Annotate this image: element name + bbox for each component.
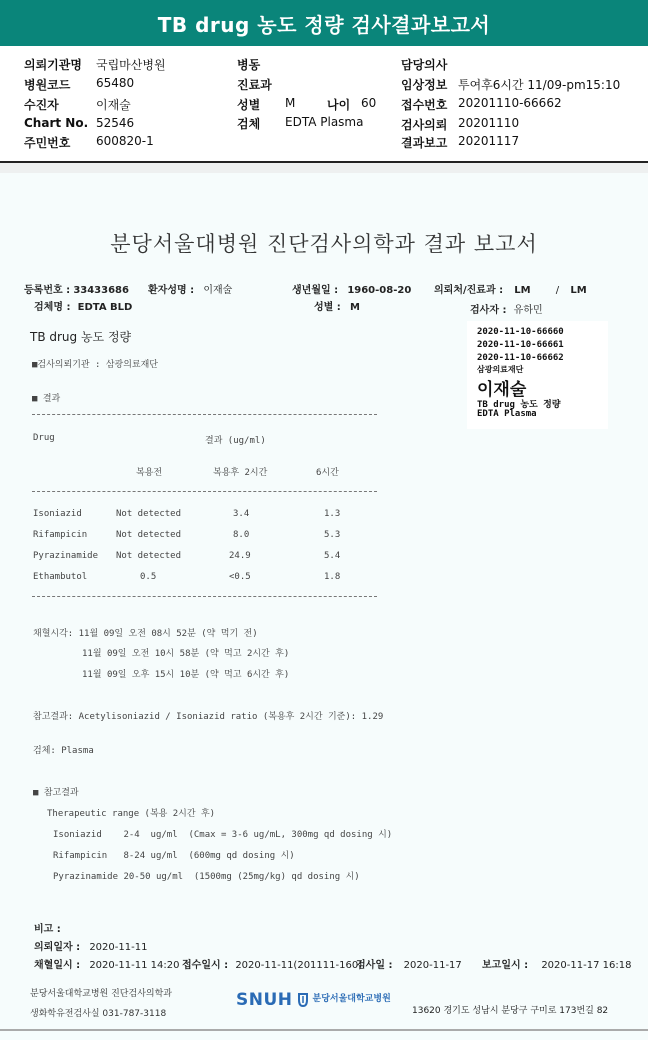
clinical-info-label: 임상정보 (401, 78, 448, 92)
request-date (34, 938, 147, 953)
table-row-6h: 1.3 (324, 509, 341, 519)
specimen-label-sticker (467, 321, 608, 429)
result-section-heading: ■ 결과 (32, 394, 61, 404)
receipt-no-row (401, 96, 562, 113)
sub-2h: 복용후 2시간 (213, 468, 268, 478)
test-date-value: 2020-11-17 (403, 960, 462, 971)
table-row-drug: Isoniazid (33, 509, 82, 519)
specimen-value: EDTA Plasma (285, 115, 364, 129)
result-report-label: 결과보고 (401, 136, 448, 150)
hospital-report-title: 분당서울대병원 진단검사의학과 결과 보고서 (110, 232, 538, 256)
table-row-6h: 5.4 (324, 551, 341, 561)
patient-name (148, 281, 232, 296)
requesting-org: ■검사의뢰기관 : 삼광의료재단 (32, 360, 159, 370)
department-row (237, 76, 272, 93)
table-rule-mid (32, 491, 377, 492)
specimen-line: 검체: Plasma (33, 746, 94, 756)
specimen-row (237, 115, 364, 132)
hospital-code-value: 65480 (96, 76, 135, 90)
sex-label: 성별 (237, 98, 261, 112)
snuh-logo (236, 990, 391, 1010)
report-sex-value: M (350, 302, 360, 313)
resident-no-label: 주민번호 (24, 136, 71, 150)
table-row-2h: 24.9 (229, 551, 251, 561)
report-title-bar (0, 0, 648, 46)
footer-dept: 분당서울대학교병원 진단검사의학과 (30, 989, 172, 999)
collection-date-value: 2020-11-11 14:20 (89, 960, 180, 971)
report-date (482, 956, 631, 971)
sampling-time-1: 채혈시각: 11월 09일 오전 08시 52분 (약 먹기 전) (33, 629, 258, 639)
collection-date (34, 956, 179, 971)
test-title: TB drug 농도 정량 (30, 330, 132, 344)
institution-label: 의뢰기관명 (24, 58, 82, 72)
specimen-name-value: EDTA BLD (77, 302, 133, 313)
table-row-drug: Ethambutol (33, 572, 88, 582)
age-value: 60 (361, 96, 377, 110)
institution-row (24, 56, 166, 73)
dob (292, 281, 411, 296)
collection-date-label: 채혈일시 : (34, 960, 81, 971)
footer-address: 13620 경기도 성남시 분당구 구미로 173번길 82 (412, 1006, 609, 1016)
table-row-before: 0.5 (140, 572, 157, 582)
table-row-6h: 1.8 (324, 572, 341, 582)
sticker-specimen: EDTA Plasma (477, 409, 537, 419)
specimen-name (34, 298, 132, 313)
sampling-time-3: 11월 09일 오후 15시 10분 (약 먹고 6시간 후) (82, 670, 290, 680)
examinee-label: 수진자 (24, 98, 59, 112)
snuh-logo-korean: 분당서울대학교병원 (312, 993, 391, 1004)
examinee-row (24, 96, 131, 113)
table-row-2h: 8.0 (233, 530, 250, 540)
chart-no-value: 52546 (96, 116, 135, 130)
result-report-value: 20201117 (458, 134, 520, 148)
hospital-code-row (24, 76, 135, 93)
test-request-value: 20201110 (458, 116, 520, 130)
sex-age-row (237, 96, 377, 113)
footer-rule (0, 1029, 648, 1031)
specimen-name-label: 검체명 : (34, 302, 71, 313)
table-row-before: Not detected (116, 530, 182, 540)
table-row-6h: 5.3 (324, 530, 341, 540)
ward-label: 병동 (237, 58, 261, 72)
ward-dept (434, 281, 587, 296)
test-date-label: 검사일 : (356, 960, 393, 971)
receipt-date (182, 956, 362, 971)
institution-value: 국립마산병원 (96, 58, 166, 72)
table-row-2h: <0.5 (229, 572, 251, 582)
receipt-date-value: 2020-11-11(201111-160) (235, 960, 363, 971)
sticker-line-2: 2020-11-10-66661 (477, 340, 564, 350)
patient-name-value: 이재술 (203, 285, 233, 296)
sub-6h: 6시간 (316, 468, 339, 478)
request-date-label: 의뢰일자 : (34, 942, 81, 953)
report-sex (314, 298, 360, 313)
table-row-drug: Pyrazinamide (33, 551, 99, 561)
report-date-value: 2020-11-17 16:18 (541, 960, 632, 971)
doctor-label: 담당의사 (401, 58, 448, 72)
ward-row (237, 56, 260, 73)
report-sex-label: 성별 : (314, 302, 341, 313)
ref-ratio: 참고결과: Acetylisoniazid / Isoniazid ratio (복용후 2시간 기준): 1.29 (33, 712, 384, 722)
tester-value: 유하민 (513, 305, 543, 316)
reg-no-value: 33433686 (73, 285, 129, 296)
sticker-name: 이재술 (477, 380, 527, 400)
chart-no-row (24, 116, 135, 130)
ward-dept-label: 의뢰처/진료과 : (434, 285, 504, 296)
report-date-label: 보고일시 : (482, 960, 529, 971)
tester (470, 301, 543, 316)
dob-value: 1960-08-20 (347, 285, 412, 296)
col-drug: Drug (33, 433, 55, 443)
doctor-row (401, 56, 447, 73)
sticker-line-3: 2020-11-10-66662 (477, 353, 564, 363)
col-result: 결과 (ug/ml) (205, 436, 266, 446)
note-label: 비고 : (34, 924, 61, 935)
snuh-emblem-icon (297, 992, 309, 1008)
patient-name-label: 환자성명 : (148, 285, 195, 296)
receipt-no-value: 20201110-66662 (458, 96, 562, 110)
clinical-info-value: 투여후6시간 11/09-pm15:10 (458, 78, 621, 92)
sex-value: M (285, 96, 296, 110)
clinical-info-row (401, 76, 621, 93)
resident-no-row (24, 134, 154, 151)
snuh-logo-text: SNUH (236, 990, 293, 1010)
table-row-before: Not detected (116, 509, 182, 519)
sampling-time-2: 11월 09일 오전 10시 58분 (약 먹고 2시간 후) (82, 649, 290, 659)
tester-label: 검사자 : (470, 305, 507, 316)
ref-range-title: Therapeutic range (복용 2시간 후) (47, 809, 216, 819)
department-label: 진료과 (237, 78, 272, 92)
test-date (356, 956, 462, 971)
table-rule-top (32, 414, 377, 415)
table-row-drug: Rifampicin (33, 530, 88, 540)
resident-no-value: 600820-1 (96, 134, 154, 148)
ward-dept-value-2: LM (570, 285, 587, 296)
footer-lab-phone: 생화학유전검사실 031-787-3118 (30, 1009, 167, 1019)
report-title: TB drug 농도 정량 검사결과보고서 (157, 12, 491, 37)
test-request-row (401, 116, 520, 133)
dob-label: 생년월일 : (292, 285, 339, 296)
reg-no (24, 281, 129, 296)
table-row-before: Not detected (116, 551, 182, 561)
chart-no-label: Chart No. (24, 116, 89, 130)
sub-before: 복용전 (136, 468, 163, 478)
reg-no-label: 등록번호 : (24, 285, 71, 296)
ref-range-rifampicin: Rifampicin 8-24 ug/ml (600mg qd dosing 시) (53, 851, 295, 861)
sticker-line-1: 2020-11-10-66660 (477, 327, 564, 337)
result-report-row (401, 134, 520, 151)
ref-section-heading: ■ 참고결과 (33, 788, 79, 798)
age-label: 나이 (327, 98, 351, 112)
specimen-label: 검체 (237, 117, 261, 131)
table-rule-bottom (32, 596, 377, 597)
receipt-date-label: 접수일시 : (182, 960, 229, 971)
sticker-test: TB drug 농도 정량 (477, 400, 561, 410)
request-date-value: 2020-11-11 (89, 942, 148, 953)
ward-dept-separator: / (555, 285, 560, 296)
hospital-code-label: 병원코드 (24, 78, 71, 92)
sticker-org: 삼광의료재단 (477, 365, 524, 374)
test-request-label: 검사의뢰 (401, 118, 448, 132)
table-row-2h: 3.4 (233, 509, 250, 519)
receipt-no-label: 접수번호 (401, 98, 448, 112)
scanned-report (0, 173, 648, 1040)
examinee-value: 이재술 (96, 98, 131, 112)
ref-range-isoniazid: Isoniazid 2-4 ug/ml (Cmax = 3-6 ug/mL, 300mg qd dosing 시) (53, 830, 393, 840)
ref-range-pyrazinamide: Pyrazinamide 20-50 ug/ml (1500mg (25mg/kg) qd dosing 시) (53, 872, 360, 882)
snuh-logo-subtext (313, 1004, 391, 1010)
ward-dept-value-1: LM (514, 285, 531, 296)
section-gap (0, 163, 648, 173)
